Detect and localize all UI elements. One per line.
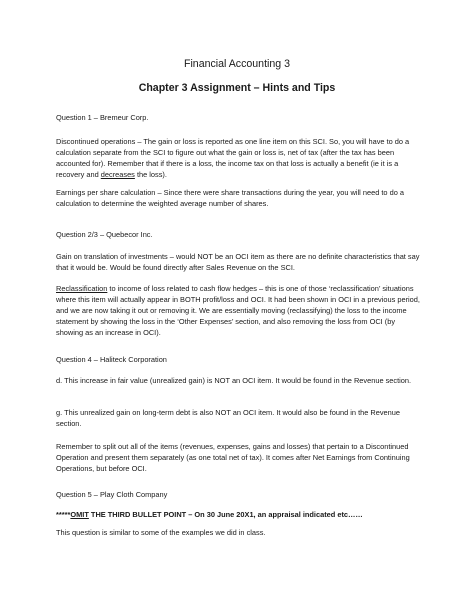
q1-p1-underlined-word: decreases [100, 170, 135, 180]
q5-omit-text: THE THIRD BULLET POINT – On 30 June 20X1, an appraisal indicated etc…… [88, 510, 363, 519]
question-4-paragraph-3: Remember to split out all of the items (revenues, expenses, gains and losses) that pertain to a Discontinued Operation and present them separately (as one total net of tax). It comes after Net Earnings from Continuing Operations, but before OCI. [56, 442, 410, 474]
question-5-heading: Question 5 – Play Cloth Company [56, 490, 168, 499]
q1-p1-text-b: the loss). [134, 170, 167, 180]
question-1-paragraph-2: Earnings per share calculation – Since there were share transactions during the year, you will need to do a calculation to determine the weighted average number of shares. [56, 188, 404, 209]
question-2-3-paragraph-2 [56, 283, 422, 338]
question-1-heading: Question 1 – Bremeur Corp. [56, 113, 149, 122]
question-5-omit-note [56, 509, 422, 520]
document-title: Financial Accounting 3 [183, 58, 290, 70]
q23-p2-text: to income of loss related to cash flow hedges – this is one of those ‘reclassification’ situations where this item will actually appear in BOTH profit/loss and OCI. It had been shown in OCI in a previous period, and we are now taking it out or removing it. We are essentially moving (reclassifying) the loss to the income statement by showing the loss in the ‘Other Expenses’ section, and also removing the loss from OCI (by showing as an increase in OCI). [56, 284, 420, 338]
q5-omit-underlined-word: OMIT [70, 510, 89, 519]
question-5-paragraph-2: This question is similar to some of the examples we did in class. [56, 528, 266, 537]
question-4-heading: Question 4 – Haliteck Corporation [56, 355, 167, 364]
question-1-paragraph-1 [56, 136, 422, 180]
document-subtitle: Chapter 3 Assignment – Hints and Tips [138, 82, 336, 94]
question-2-3-heading: Question 2/3 – Quebecor Inc. [56, 230, 153, 239]
question-4-paragraph-d: d. This increase in fair value (unrealized gain) is NOT an OCI item. It would be found in the Revenue section. [56, 376, 412, 385]
q23-p2-underlined-word: Reclassification [56, 284, 108, 293]
q5-omit-prefix: ***** [56, 510, 71, 519]
q1-p1-text-a: Discontinued operations – The gain or loss is reported as one line item on this SCI. So, you will have to do a calculation separate from the SCI to figure out what the gain or loss is, net of tax (after the tax has been accounted for). Remember that if there is a loss, the income tax on that loss is actually a benefit (ie it is a recovery and [56, 137, 410, 180]
question-2-3-paragraph-1: Gain on translation of investments – would NOT be an OCI item as there are no definite characteristics that say that it would be. Would be found directly after Sales Revenue on the SCI. [56, 252, 420, 273]
question-4-paragraph-g: g. This unrealized gain on long-term debt is also NOT an OCI item. It would also be found in the Revenue section. [56, 408, 400, 429]
